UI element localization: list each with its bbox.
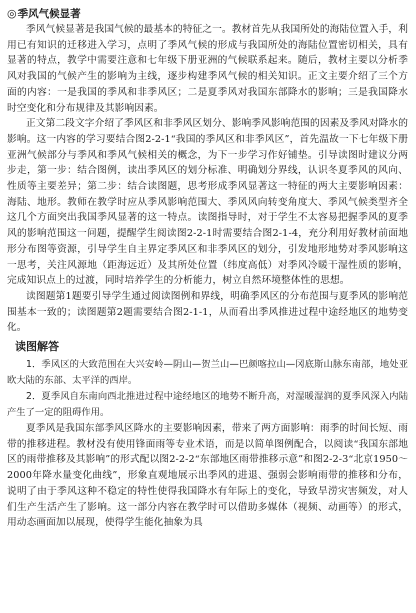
answers-heading: 读图解答 [15, 340, 59, 354]
paragraph-intro: 季风气候显著是我国气候的最基本的特征之一。教材首先从我国所处的海陆位置入手，利用已有知识的迁移进入学习，点明了季风气候的形成与我国所处的海陆位置密切相关，具有显著的特点，教学中需要注意和七年级下册亚洲的气候联系起来。随后，教材主要以分析季风对我国的气候产生的影响为主线，逐步构建季风气候的相关知识。正文主要介绍了三个方面的内容：一是我国的季风和非季风区；二是夏季风对我国东部降水的影响；三是我国降水时空变化和分布规律及其影响因素。 [7, 24, 408, 114]
answer-item-2: 2．夏季风自东南向西北推进过程中途经地区的地势不断升高，对湿暖湿润的夏季风深入内陆产生了一定的阻碍作用。 [7, 391, 408, 419]
paragraph-map-questions: 读图题第1题要引导学生通过阅读图例和界线，明确季风区的分布范围与夏季风的影响范围基本一致的；读图题第2题需要结合图2-1-1，从而看出季风推进过程中途经地区的地势变化。 [7, 290, 408, 334]
section-title: 季风气候显著 [17, 8, 81, 20]
section-bullet-icon: ◎ [7, 7, 17, 20]
paragraph-summer-monsoon: 夏季风是我国东部季风区降水的主要影响因素，带来了两方面影响：雨季的时间长短、雨带的推移进程。教材没有使用锋面雨等专业术语，而是以简单图例配合，以阅读“我国东部地区的雨带推移及其影响”的形式配以图2-2-2“东部地区雨带推移示意”和图2-2-3“北京1950～2000年降水量变化曲线”，形象直观地展示出季风的进退、强弱会影响雨带的推移和分布，说明了由于季风这种不稳定的特性使得我国降水有年际上的变化，导致旱涝灾害频发，对人们生产生活产生了影响。这一部分内容在教学时可以借助多媒体（视频、动画等）的形式，用动态画面加以展现，使得学生能化抽象为具 [7, 423, 408, 529]
answer-item-1: 1．季风区的大致范围在大兴安岭—阴山—贺兰山—巴颜喀拉山—冈底斯山脉东南部，地处亚欧大陆的东部、太平洋的西岸。 [7, 359, 408, 387]
section-heading [7, 6, 408, 22]
paragraph-monsoon-regions: 正文第二段文字介绍了季风区和非季风区划分、影响季风影响范围的因素及季风对降水的影响。这一内容的学习要结合图2-2-1“我国的季风区和非季风区”，首先温故一下七年级下册亚洲气候部分与季风和季风气候相关的概念，为下一步学习作好铺垫。引导读图时建议分两步走，第一步：结合图例，读出季风区的划分标准、明确划分界线，认识冬夏季风的风向、性质等主要差异；第二步：结合读图题，思考形成季风显著这一特征的两大主要影响因素：海陆、地形。教师在教学时应从季风影响范围大、季风风向转变角度大、季风气候类型齐全这几个方面突出我国季风显著的这一特点。读图指导时，对于学生不太容易把握季风的夏季风的影响范围这一问题，提醒学生阅读图2-2-1时需要结合图2-1-4，充分利用好教材前面地形分布图等资源，引导学生自主界定季风区和非季风区的划分，引发地形地势对季风影响这一思考，关注风源地（距海远近）及其所处位置（纬度高低）对季风冷暖干湿性质的影响，完成知识点上的过渡，同时培养学生的分析能力，树立自然环境整体性的思想。 [7, 118, 408, 287]
